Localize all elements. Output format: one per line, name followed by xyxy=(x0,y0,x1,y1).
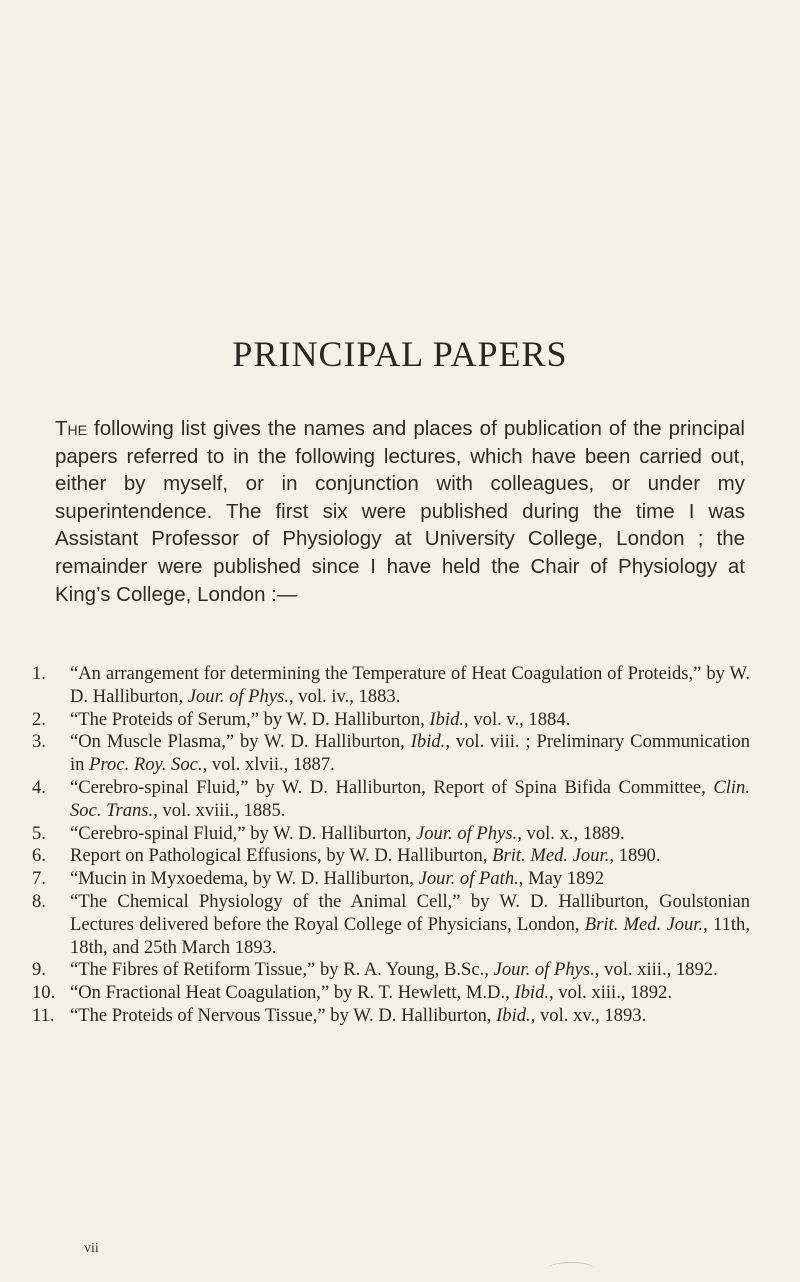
intro-paragraph xyxy=(55,415,745,608)
entry-number: 4. xyxy=(32,776,46,798)
journal-citation: Jour. of Phys. xyxy=(416,822,518,844)
entry-text: “On Fractional Heat Coagulation,” by R. T. Hewlett, M.D., xyxy=(70,982,515,1004)
paper-entry xyxy=(32,891,750,959)
entry-text: , May 1892 xyxy=(518,868,605,890)
journal-citation: Ibid. xyxy=(429,708,465,730)
journal-citation: Jour. of Phys. xyxy=(187,685,289,707)
entry-text: “On Muscle Plasma,” by W. D. Halliburton, xyxy=(70,731,411,753)
entry-text: , 1890. xyxy=(609,845,661,867)
entry-text: “The Proteids of Nervous Tissue,” by W. D. Halliburton, xyxy=(70,1004,497,1026)
entry-text: Report on Pathological Effusions, by W. D. Halliburton, xyxy=(70,845,493,867)
entry-number: 8. xyxy=(32,890,46,912)
entry-number: 11. xyxy=(32,1004,55,1026)
entry-text: “An arrangement for determining the Temperature of Heat Coagulation of Proteids,” by W. D. Halliburton, xyxy=(70,663,750,707)
entry-text: , vol. x., 1889. xyxy=(517,822,625,844)
journal-citation: Brit. Med. Jour. xyxy=(492,845,610,867)
journal-citation: Proc. Roy. Soc. xyxy=(89,754,203,776)
journal-citation: Jour. of Phys. xyxy=(493,959,595,981)
entry-text: , vol. viii. ; Preliminary Communication in xyxy=(70,731,750,776)
paper-entry xyxy=(32,868,750,891)
entry-number: 9. xyxy=(32,959,46,981)
ink-mark xyxy=(548,1262,594,1275)
entry-number: 7. xyxy=(32,868,46,890)
paper-entry xyxy=(32,959,750,982)
journal-citation: Clin. Soc. Trans. xyxy=(70,776,750,821)
paper-list xyxy=(32,663,750,1028)
journal-citation: Jour. of Path. xyxy=(418,868,519,890)
paper-entry xyxy=(32,777,750,823)
entry-text: “The Proteids of Serum,” by W. D. Halliburton, xyxy=(70,708,430,730)
entry-number: 1. xyxy=(32,663,46,684)
journal-citation: Brit. Med. Jour. xyxy=(584,913,704,935)
journal-citation: Ibid. xyxy=(496,1004,531,1026)
entry-text: “The Fibres of Retiform Tissue,” by R. A. Young, B.Sc., xyxy=(70,959,494,981)
entry-number: 5. xyxy=(32,822,46,844)
paper-entry xyxy=(32,982,750,1005)
intro-text: following list gives the names and places of publication of the principal papers referred to in the following lectures, which have been carried out, either by myself, or in conjunction with colleagues, or under my superintendence. The first six were published during the time I was Assistant Professor of Physiology at University College, London ; the remainder were published since I have held the Chair of Physiology at King’s College, London :— xyxy=(55,417,745,606)
journal-citation: Ibid. xyxy=(514,982,550,1004)
paper-entry xyxy=(32,823,750,846)
page-number: vii xyxy=(84,1241,99,1256)
entry-text: , vol. xviii., 1885. xyxy=(153,799,286,821)
paper-entry xyxy=(32,709,750,732)
paper-entry xyxy=(32,731,750,777)
entry-text: , vol. xlvii., 1887. xyxy=(202,754,335,776)
entry-text: “The Chemical Physiology of the Animal Cell,” by W. D. Halliburton, Goulstonian Lectures delivered before the Royal College of Physicians, London, xyxy=(70,890,750,935)
paper-entry xyxy=(32,663,750,709)
entry-number: 2. xyxy=(32,708,46,730)
intro-lead-word: The xyxy=(55,417,87,440)
paper-entry xyxy=(32,845,750,868)
entry-text: , vol. xv., 1893. xyxy=(530,1004,647,1026)
journal-citation: Ibid. xyxy=(410,731,446,753)
entry-text: , vol. xiii., 1892. xyxy=(549,982,672,1004)
entry-text: , 11th, 18th, and 25th March 1893. xyxy=(70,913,751,958)
entry-number: 6. xyxy=(32,845,46,867)
page-title: PRINCIPAL PAPERS xyxy=(232,334,568,374)
entry-text: , vol. v., 1884. xyxy=(464,708,571,730)
paper-entry xyxy=(32,1005,750,1028)
entry-text: , vol. xiii., 1892. xyxy=(594,959,718,981)
entry-text: “Cerebro-spinal Fluid,” by W. D. Halliburton, xyxy=(70,822,416,844)
entry-number: 3. xyxy=(32,731,46,753)
entry-text: “Mucin in Myxoedema, by W. D. Halliburton, xyxy=(70,868,419,890)
entry-number: 10. xyxy=(32,982,56,1004)
entry-text: , vol. iv., 1883. xyxy=(288,685,401,707)
entry-text: “Cerebro-spinal Fluid,” by W. D. Halliburton, Report of Spina Bifida Committee, xyxy=(70,776,714,798)
